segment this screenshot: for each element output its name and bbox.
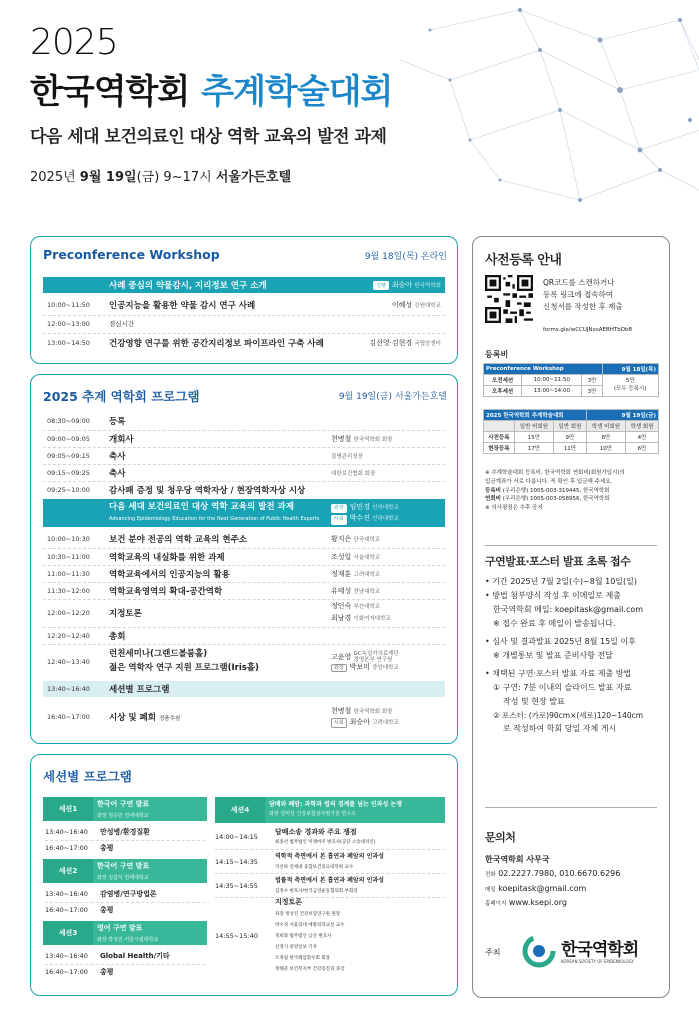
row-time: 12:00~13:00	[47, 319, 90, 328]
event-subtitle: 다음 세대 보건의료인 대상 역학 교육의 발전 과제	[30, 127, 387, 147]
fee-notes: ※ 추계학술대회 등록비, 한국역학회 연회비(회원가입시)의 입금계좌가 서로 다릅니다. 꼭 확인 후 입금해 주세요. 등록비 (우리은행) 1005-003-319445, 한국역학회 연회비 (우리은행) 1005-003-058956, 한국역학회 ※ 의사평점은 추후 공지	[485, 470, 625, 512]
fee-title: 등록비	[485, 350, 509, 359]
session-row: 16:40~17:00 총평	[45, 902, 205, 918]
session-row: 16:40~17:00 총평	[45, 840, 205, 856]
event-year: 2025	[30, 22, 118, 63]
host-label: 주최	[485, 948, 501, 957]
main-row: 09:00~09:05 개회사 천병철 한국역학회 회장	[43, 430, 445, 446]
registration-link[interactable]: forms.gle/wCCUJNxsAEBHTbDb8	[543, 327, 632, 333]
divider	[485, 807, 657, 808]
fee-table-preconference: Preconference Workshop 9월 18일(목) 오전세션 10:00~11:50 3만 5만 (모두 등록시) 오후세션 13:00~14:00 3만	[483, 363, 659, 397]
main-row: 12:20~12:40 총회	[43, 627, 445, 643]
row-person: 김선영·김현경 국립암센터	[369, 338, 441, 347]
main-row: 12:00~12:20 지정토론 정인숙 부산대학교 최남경 이화여자대학교	[43, 599, 445, 625]
event-date	[30, 166, 291, 185]
main-row: 09:25~10:00 감사패 증정 및 청우당 역학자상 / 현장역학자상 시상	[43, 481, 445, 497]
row-time: 13:00~14:50	[47, 338, 90, 347]
session-row: 16:40~17:00 총평	[45, 964, 205, 980]
session-row: 14:15~14:35 역학적 측면에서 본 흡연과 폐암의 인과성 지선하 연세대 융합보건의료대학원 교수	[215, 849, 445, 873]
logo-english: KOREAN SOCIETY OF EPIDEMIOLOGY	[561, 959, 635, 964]
main-row-symposium: 다음 세대 보건의료인 대상 역학 교육의 발전 과제 Advancing Epidemiology Education for the Next Generation of Public Health Experts 좌장 임민경 인하대학교 사회 박수진 인하대학교	[43, 499, 445, 527]
session2-desc: 한국어 구연 발표 좌장 김갑식 연세대학교	[93, 859, 207, 883]
session-row: 13:40~16:40 Global Health/기타	[45, 952, 170, 960]
contact-web-link[interactable]: www.ksepi.org	[508, 898, 567, 908]
session1-label: 세션1	[43, 797, 93, 821]
main-program-title: 2025 추계 역학회 프로그램	[43, 389, 200, 404]
session4-rows	[215, 825, 445, 973]
row-person: 이혜성 강원대학교	[391, 301, 441, 309]
row-title: 인공지능을 활용한 약물 감시 연구 사례	[109, 301, 256, 311]
session3-desc: 영어 구연 발표 좌장 박성진 서울시립대학교	[93, 921, 207, 945]
session1-rows	[45, 825, 205, 856]
main-row: 11:30~12:00 역학교육영역의 확대-공간역학 유태성 전남대학교	[43, 582, 445, 598]
session3-rows	[45, 949, 205, 980]
abstract-info: • 기간 2025년 7월 2일(수)~8월 10일(일) • 방법 첨부양식 작성 후 이메일로 제출 한국역학회 메일: koepitask@gmail.com ※ 접수 완료 후 메일이 발송됩니다. • 심사 및 결과발표 2025년 8월 15일 이후 ※ 개별통보 및 발표 준비사항 전달 • 채택된 구연·포스터 발표 자료 제출 방법 ① 구연: 7분 이내의 슬라이드 발표 자료 작성 및 현장 발표 ② 포스터: (가로)90cm×(세로)120~140cm 로 작성하여 학회 당일 자체 게시	[485, 577, 644, 734]
session3-label: 세션3	[43, 921, 93, 945]
session-row: 13:40~16:40 만성병/환경질환	[45, 828, 150, 836]
contact-title: 문의처	[485, 831, 516, 844]
row-time: 10:00~11:50	[47, 301, 90, 309]
main-row: 09:05~09:15 축사 질병관리청장	[43, 447, 445, 463]
preconference-date: 9월 18일(목) 온라인	[364, 252, 447, 262]
registration-sidebar	[472, 236, 670, 998]
event-title	[30, 64, 392, 113]
ksepi-logo-icon	[521, 933, 557, 969]
main-row: 08:30~09:00 등록	[47, 417, 126, 427]
session2-label: 세션2	[43, 859, 93, 883]
pre-row-1	[43, 297, 445, 313]
session2-rows	[45, 887, 205, 918]
qr-instructions: QR코드를 스캔하거나 등록 링크에 접속하여 신청서를 작성한 후 제출	[543, 278, 623, 311]
session4-label: 세션4	[215, 797, 265, 823]
main-row: 09:15~09:25 축사 대한보건협회 회장	[43, 464, 445, 480]
title-event: 추계학술대회	[201, 72, 393, 112]
main-program-date: 9월 19일(금) 서울가든호텔	[338, 392, 447, 402]
fee-table-main: 2025 한국역학회 추계학술대회 9월 19일(금) 일반 비회원 일반 회원 학생 비회원 학생 회원 사전등록 15만 9만 8만 4만 현장등록 17만 11만 10만 6만	[483, 409, 659, 454]
row-title: 건강영향 연구를 위한 공간지리정보 파이프라인 구축 사례	[109, 338, 324, 349]
session-row: 14:35~14:55 법률적 측면에서 본 흡연과 폐암의 인과성 김정수 변호사/한국금연운동협의회 부회장	[215, 873, 445, 897]
preconference-box	[30, 236, 458, 364]
abstract-title: 구연발표·포스터 발표 초록 접수	[485, 555, 631, 568]
pre-row-3	[43, 333, 445, 351]
session-row: 13:40~16:40 감염병/연구방법론	[45, 890, 157, 898]
row-person: 진행 최승아 한국역학회	[373, 280, 441, 290]
session-row: 14:00~14:15 담배소송 경과와 주요 쟁점 최종선 법무법인 미래마주 변호사(공단 소송대리인)	[215, 827, 376, 845]
session4-desc: 담배와 폐암: 과학과 법의 경계를 넘는 인과성 논쟁 좌장 김미성 건강보험심사평가원 연구소	[265, 797, 445, 823]
date-year: 2025년	[30, 170, 76, 185]
preconference-title: Preconference Workshop	[43, 247, 220, 262]
sessions-title: 세션별 프로그램	[43, 769, 132, 784]
symposium-title: 다음 세대 보건의료인 대상 역학 교육의 발전 과제	[109, 501, 294, 512]
main-row: 11:00~11:30 역학교육에서의 인공지능의 활용 정재훈 고려대학교	[43, 565, 445, 581]
registration-title: 사전등록 안내	[485, 253, 562, 268]
qr-code-icon[interactable]	[485, 275, 533, 323]
session-row: 14:55~15:40 지정토론 좌장 정성진 건강보험연구원 원장 박수경 서울의대 예방의학교실 교수 정희화 법무법인 남산 변호사 신영식 중앙일보 기자 조정림 한국폐암환우회 회장 정해준 보건복지부 건강증진과 과장	[215, 897, 445, 973]
date-time: (금) 9~17시	[136, 170, 212, 185]
date-day: 9월 19일	[79, 170, 137, 185]
sessions-box	[30, 754, 458, 996]
row-title: 사례 중심의 약물감시, 지리정보 연구 소개	[109, 281, 267, 291]
main-row: 10:30~11:00 역학교육의 내실화를 위한 과제 조성일 서울대학교	[43, 548, 445, 564]
contact-email-link[interactable]: koepitask@gmail.com	[498, 883, 587, 893]
logo-korean: 한국역학회	[561, 940, 639, 960]
pre-row-2	[43, 315, 445, 331]
main-program-box	[30, 374, 458, 744]
main-row-closing: 16:40~17:00 시상 및 폐회 경품추첨 천병철 한국역학회 회장 사회 최승아 고려대학교	[47, 706, 399, 726]
main-row: 12:40~13:40 런천세미나(그랜드볼룸홀) 젊은 역학자 연구 지원 프로그램(Iris홀) 고윤영 GC녹십자의료재단 경영본부 연구원 좌장 박보미 중앙대학교	[43, 644, 445, 678]
main-row-sessions: 13:40~16:40 세션별 프로그램	[43, 681, 445, 697]
pre-row-intro	[43, 277, 445, 293]
contact-info: 한국역학회 사무국 전화 02.2227.7980, 010.6670.6296 메일 koepitask@gmail.com 홈페이지 www.ksepi.org	[485, 855, 621, 908]
title-org: 한국역학회	[30, 72, 190, 112]
symposium-title-en: Advancing Epidemiology Education for the Next Generation of Public Health Experts	[109, 516, 320, 522]
session1-desc: 한국어 구연 발표 좌장 정승민 연세대학교	[93, 797, 207, 821]
date-venue: 서울가든호텔	[215, 170, 292, 185]
main-row: 10:00~10:30 보건 분야 전공의 역학 교육의 현주소 황지은 단국대학교	[47, 535, 381, 545]
row-title: 점심시간	[109, 320, 135, 328]
divider	[485, 545, 657, 546]
